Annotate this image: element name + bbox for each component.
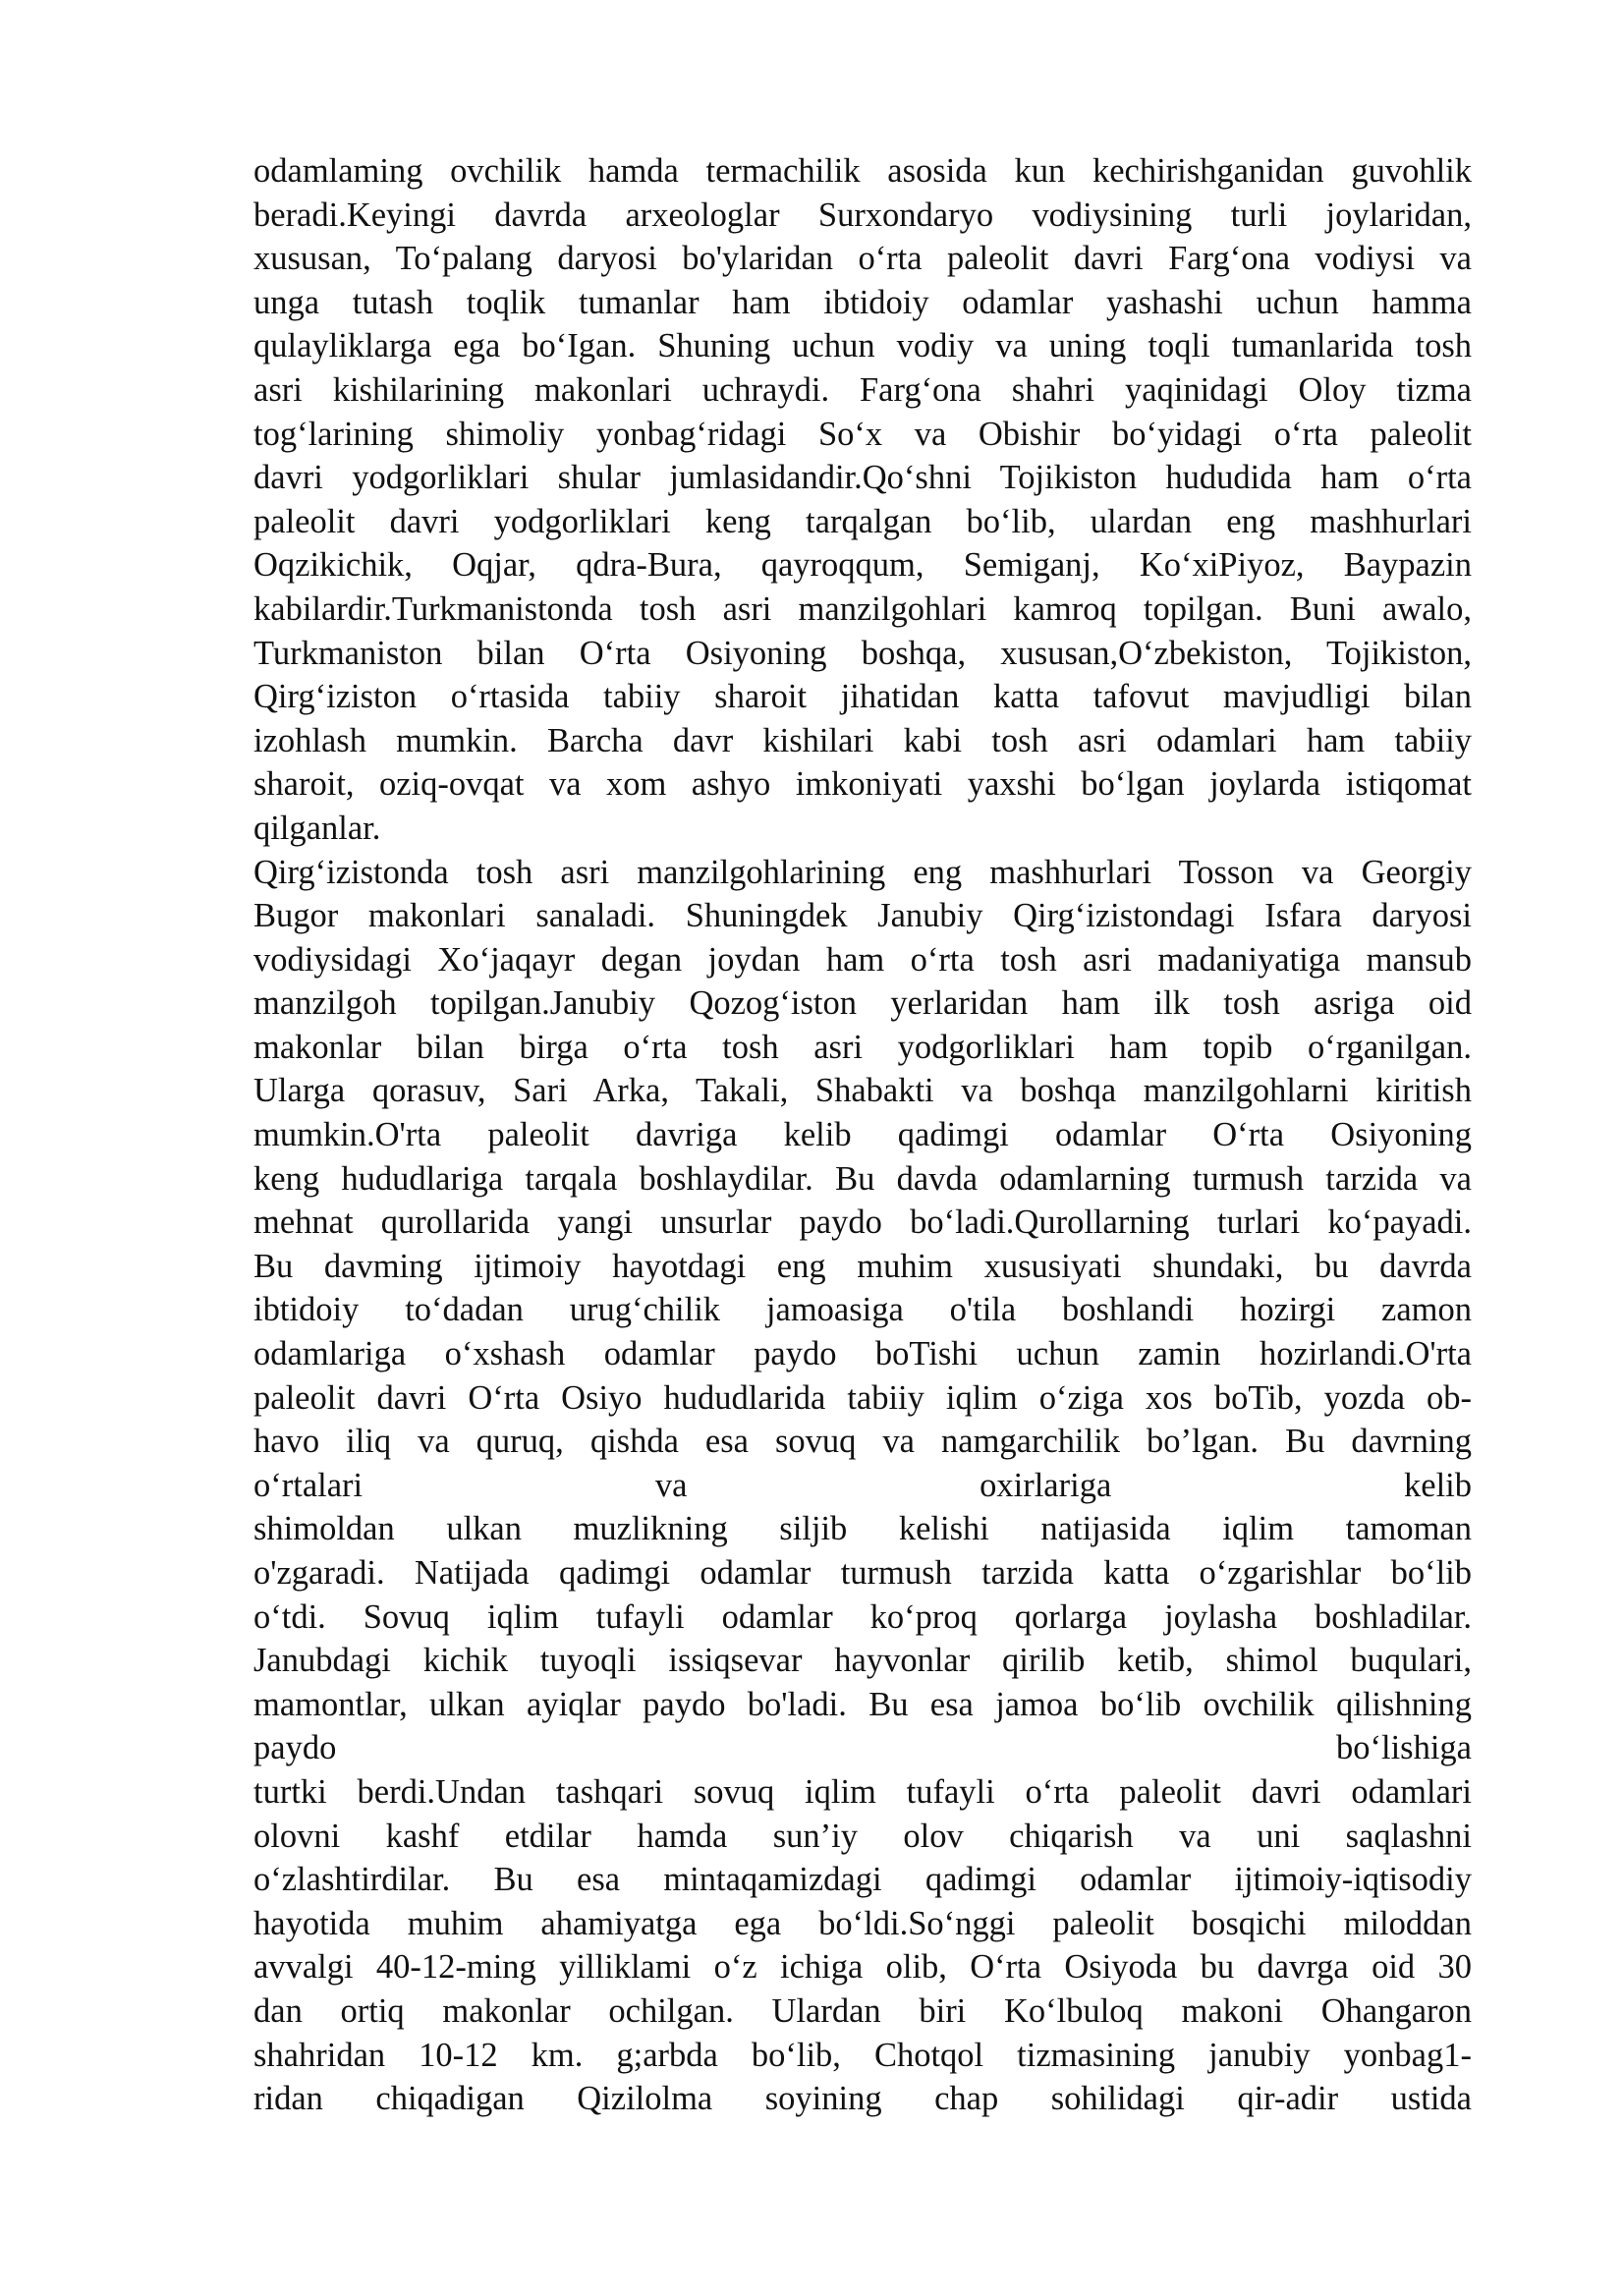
- text-line: Ularga qorasuv, Sari Arka, Takali, Shabakti va boshqa manzilgohlarni kiritish: [253, 1072, 1472, 1110]
- text-line: o‘rtalari va oxirlariga kelib: [253, 1466, 1472, 1504]
- text-line: ridan chiqadigan Qizilolma soyining chap sohilidagi qir-adir ustida: [253, 2080, 1472, 2118]
- text-line: paleolit davri yodgorliklari keng tarqalgan bo‘lib, ulardan eng mashhurlari: [253, 502, 1472, 540]
- text-line: hayotida muhim ahamiyatga ega bo‘ldi.So‘nggi paleolit bosqichi miloddan: [253, 1904, 1472, 1942]
- text-line: Bu davming ijtimoiy hayotdagi eng muhim xususiyati shundaki, bu davrda: [253, 1247, 1472, 1285]
- text-line: sharoit, oziq-ovqat va xom ashyo imkoniyati yaxshi bo‘lgan joylarda istiqomat: [253, 765, 1472, 804]
- text-line: Qirg‘izistonda tosh asri manzilgohlarining eng mashhurlari Tosson va Georgiy: [253, 853, 1472, 891]
- text-line: Oqzikichik, Oqjar, qdra-Bura, qayroqqum, Semiganj, Ko‘xiPiyoz, Baypazin: [253, 546, 1472, 585]
- text-line: manzilgoh topilgan.Janubiy Qozog‘iston yerlaridan ham ilk tosh asriga oid: [253, 984, 1472, 1023]
- text-line: xususan, To‘palang daryosi bo'ylaridan o‘rta paleolit davri Farg‘ona vodiysi va: [253, 240, 1472, 278]
- text-line: tog‘larining shimoliy yonbag‘ridagi So‘x va Obishir bo‘yidagi o‘rta paleolit: [253, 415, 1472, 453]
- text-line: havo iliq va quruq, qishda esa sovuq va namgarchilik bo’lgan. Bu davrning: [253, 1423, 1472, 1461]
- text-line: mamontlar, ulkan ayiqlar paydo bo'ladi. Bu esa jamoa bo‘lib ovchilik qilishning: [253, 1685, 1472, 1723]
- text-line: olovni kashf etdilar hamda sun’iy olov chiqarish va uni saqlashni: [253, 1817, 1472, 1855]
- text-line: kabilardir.Turkmanistonda tosh asri manzilgohlari kamroq topilgan. Buni awalo,: [253, 589, 1472, 628]
- text-line: asri kishilarining makonlari uchraydi. Farg‘ona shahri yaqinidagi Oloy tizma: [253, 370, 1472, 409]
- text-line: izohlash mumkin. Barcha davr kishilari kabi tosh asri odamlari ham tabiiy: [253, 721, 1472, 759]
- text-line: avvalgi 40-12-ming yilliklami o‘z ichiga olib, O‘rta Osiyoda bu davrga oid 30: [253, 1948, 1472, 1987]
- text-line: mehnat qurollarida yangi unsurlar paydo bo‘ladi.Qurollarning turlari ko‘payadi.: [253, 1204, 1472, 1242]
- text-line: qulayliklarga ega bo‘Igan. Shuning uchun vodiy va uning toqli tumanlarida tosh: [253, 327, 1472, 365]
- body-text: [253, 149, 1472, 2121]
- text-line: dan ortiq makonlar ochilgan. Ulardan biri Ko‘lbuloq makoni Ohangaron: [253, 1991, 1472, 2030]
- text-line: shahridan 10-12 km. g;arbda bo‘lib, Chotqol tizmasining janubiy yonbag1-: [253, 2036, 1472, 2074]
- text-line: mumkin.O'rta paleolit davriga kelib qadimgi odamlar O‘rta Osiyoning: [253, 1116, 1472, 1154]
- text-line: Bugor makonlari sanaladi. Shuningdek Janubiy Qirg‘izistondagi Isfara daryosi: [253, 897, 1472, 935]
- text-line: qilganlar.: [253, 809, 381, 847]
- text-line: beradi.Keyingi davrda arxeologlar Surxondaryo vodiysining turli joylaridan,: [253, 196, 1472, 234]
- text-line: shimoldan ulkan muzlikning siljib kelishi natijasida iqlim tamoman: [253, 1510, 1472, 1548]
- text-line: davri yodgorliklari shular jumlasidandir.Qo‘shni Tojikiston hududida ham o‘rta: [253, 459, 1472, 497]
- text-line: turtki berdi.Undan tashqari sovuq iqlim tufayli o‘rta paleolit davri odamlari: [253, 1772, 1472, 1811]
- text-line: o‘zlashtirdilar. Bu esa mintaqamizdagi qadimgi odamlar ijtimoiy-iqtisodiy: [253, 1861, 1472, 1899]
- text-line: Qirg‘iziston o‘rtasida tabiiy sharoit jihatidan katta tafovut mavjudligi bilan: [253, 678, 1472, 716]
- text-line: Turkmaniston bilan O‘rta Osiyoning boshqa, xususan,O‘zbekiston, Tojikiston,: [253, 634, 1472, 672]
- text-line: o‘tdi. Sovuq iqlim tufayli odamlar ko‘proq qorlarga joylasha boshladilar.: [253, 1597, 1472, 1636]
- text-line: keng hududlariga tarqala boshlaydilar. Bu davda odamlarning turmush tarzida va: [253, 1159, 1472, 1198]
- text-line: odamlaming ovchilik hamda termachilik asosida kun kechirishganidan guvohlik: [253, 152, 1472, 190]
- text-line: odamlariga o‘xshash odamlar paydo boTishi uchun zamin hozirlandi.O'rta: [253, 1335, 1472, 1373]
- text-line: paleolit davri O‘rta Osiyo hududlarida tabiiy iqlim o‘ziga xos boTib, yozda ob-: [253, 1378, 1472, 1417]
- text-line: unga tutash toqlik tumanlar ham ibtidoiy odamlar yashashi uchun hamma: [253, 283, 1472, 321]
- text-line: paydo bo‘lishiga: [253, 1729, 1472, 1767]
- text-line: vodiysidagi Xo‘jaqayr degan joydan ham o‘rta tosh asri madaniyatiga mansub: [253, 940, 1472, 979]
- text-line: ibtidoiy to‘dadan urug‘chilik jamoasiga o'tila boshlandi hozirgi zamon: [253, 1291, 1472, 1329]
- text-line: o'zgaradi. Natijada qadimgi odamlar turmush tarzida katta o‘zgarishlar bo‘lib: [253, 1554, 1472, 1592]
- text-line: Janubdagi kichik tuyoqli issiqsevar hayvonlar qirilib ketib, shimol buqulari,: [253, 1642, 1472, 1680]
- text-line: makonlar bilan birga o‘rta tosh asri yodgorliklari ham topib o‘rganilgan.: [253, 1028, 1472, 1066]
